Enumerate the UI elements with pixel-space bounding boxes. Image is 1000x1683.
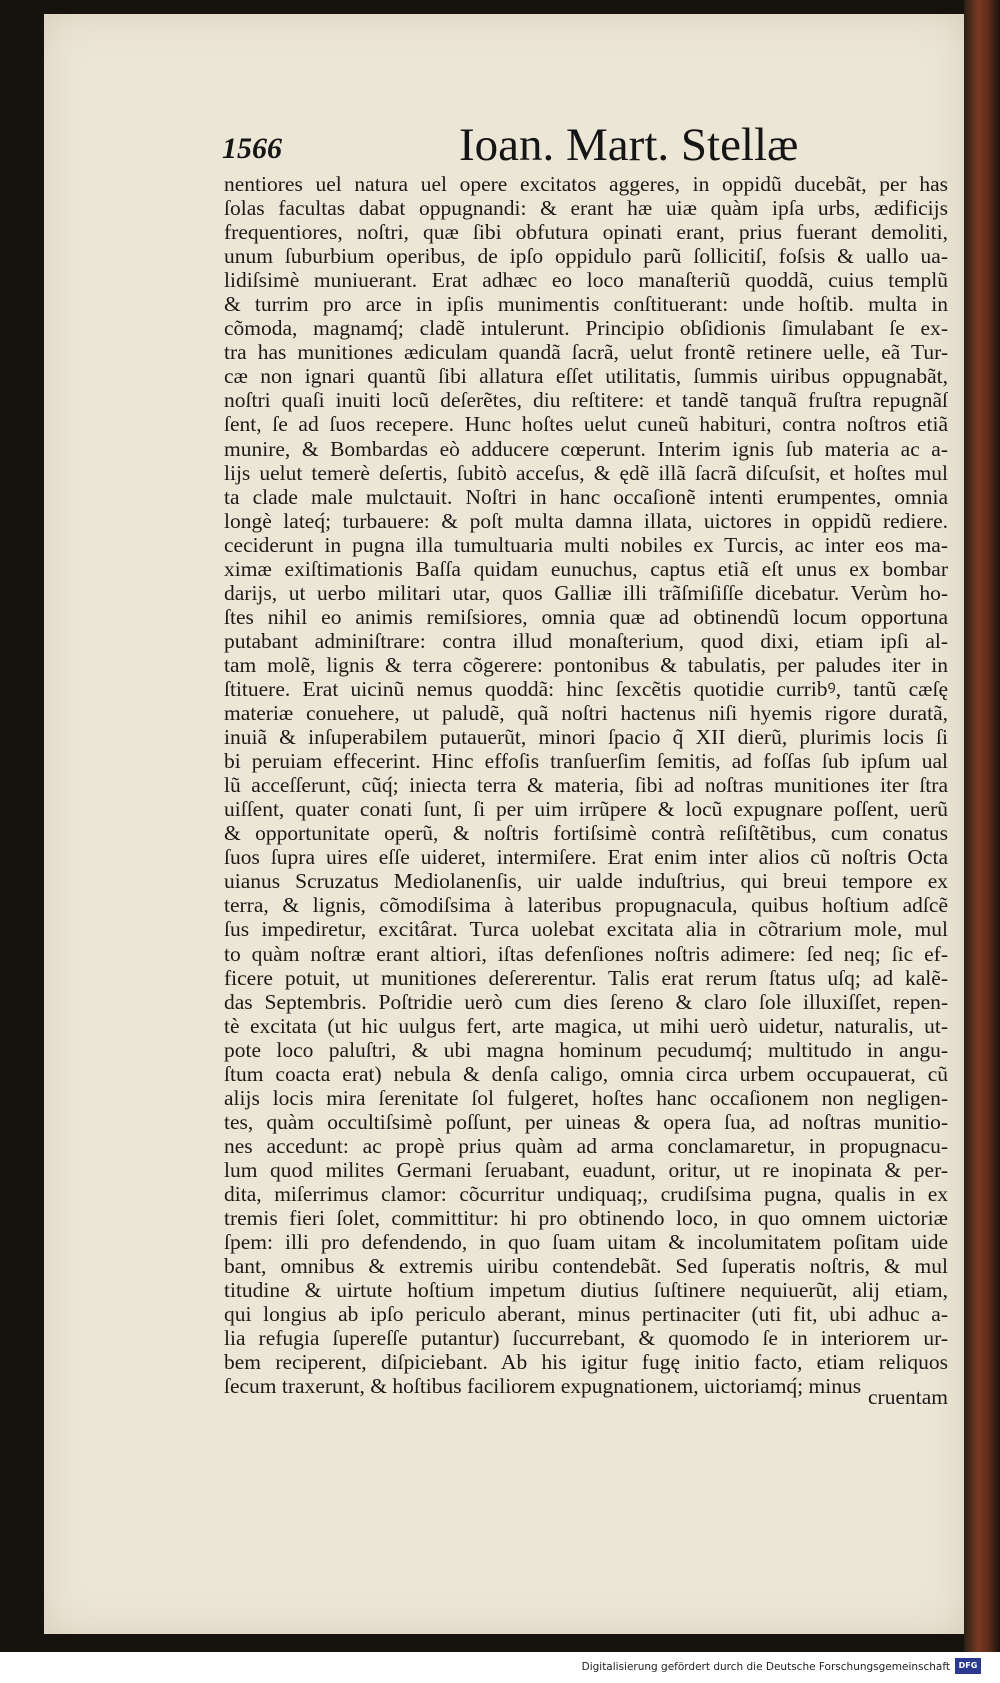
text-line: tra has munitiones ædiculam quandã ſacrã, uelut frontẽ retinere uelle, eã Tur- <box>224 340 948 365</box>
text-line: bem reciperent, diſpiciebant. Ab his igitur fugę initio facto, etiam reliquos <box>224 1350 948 1375</box>
dfg-logo: DFG <box>955 1658 981 1674</box>
text-line: to quàm noſtræ erant altiori, iſtas defenſiones noſtris adimere: ſed neq; ſic ef- <box>224 941 948 966</box>
text-line: lum quod milites Germani ſeruabant, euadunt, oritur, ut re inopinata & per- <box>224 1157 948 1182</box>
text-line: putabant adminiſtrare: contra illud monaſterium, quod dixi, etiam ipſi al- <box>224 628 948 653</box>
text-line: & turrim pro arce in ipſis munimentis conſtituerant: unde hoſtib. multa in <box>224 292 948 317</box>
text-line: bant, omnibus & extremis uiribu contendebãt. Sed ſuperatis noſtris, & mul <box>224 1254 948 1279</box>
text-line: ſus impediretur, excitârat. Turca uolebat excitata alia in cõtrarium mole, mul <box>224 917 948 942</box>
text-line: unum ſuburbium operibus, de ipſo oppidulo parũ ſollicitiſ, foſsis & uallo ua- <box>224 244 948 269</box>
text-line: tremis fieri ſolet, committitur: hi pro obtinendo loco, in quo omnem uictoriæ <box>224 1206 948 1231</box>
text-line: tam molẽ, lignis & terra cõgerere: pontonibus & tabulatis, per paludes iter in <box>224 652 948 677</box>
text-line: lia refugia ſupereſſe putantur) ſuccurrebant, & quomodo ſe in interiorem ur- <box>224 1326 948 1351</box>
text-line: longè lateq́; turbauere: & poſt multa damna illata, uictores in oppidũ rediere. <box>224 508 948 533</box>
book-edge <box>964 0 1000 1652</box>
text-line: materiæ conuehere, ut paludẽ, quã noſtri hactenus niſi hyemis rigore duratã, <box>224 701 948 726</box>
text-line: das Septembris. Poſtridie uerò cum dies ſereno & claro ſole illuxiſſet, repen- <box>224 989 948 1014</box>
text-line: nes accedunt: ac propè prius quàm ad arma conclamaretur, in propugnacu- <box>224 1133 948 1158</box>
text-line: lidiſsimè muniuerant. Erat adhæc eo loco manaſteriũ quoddã, cuius templũ <box>224 268 948 293</box>
text-line: ta clade male mulctauit. Noſtri in hanc occaſionẽ intenti erumpentes, omnia <box>224 484 948 509</box>
text-line: ximæ exiſtimationis Baſſa quidam eunuchus, captus etiã eſt unus ex bombar <box>224 556 948 581</box>
text-line: frequentiores, noſtri, quæ ſibi obfutura opinati erant, prius fuerant demoliti, <box>224 220 948 245</box>
text-line: qui longius ab ipſo periculo aberant, minus pertinaciter (uti fit, ubi adhuc a- <box>224 1302 948 1327</box>
text-line: nentiores uel natura uel opere excitatos aggeres, in oppidũ ducebãt, per has <box>224 172 948 196</box>
text-line: & opportunitate operũ, & noſtris fortiſsimè contrà reſiſtẽtibus, cum conatus <box>224 821 948 846</box>
text-line: ficere potuit, ut munitiones deſererentur. Talis erat rerum ſtatus uſq; ad kalẽ- <box>224 965 948 990</box>
text-line: inuiã & inſuperabilem putauerũt, minori ſpacio q̃ XII dierũ, plurimis locis ſi <box>224 725 948 750</box>
text-line: ſuos ſupra uires eſſe uideret, intermiſere. Erat enim inter alios cũ noſtris Octa <box>224 845 948 870</box>
text-line: munire, & Bombardas eò adducere cœperunt. Interim ignis ſub materia ac a- <box>224 436 948 461</box>
text-line: ceciderunt in pugna illa tumultuaria multi nobiles ex Turcis, ac inter eos ma- <box>224 532 948 557</box>
text-line: uianus Scruzatus Mediolanenſis, uir ualde induſtrius, qui breui tempore ex <box>224 869 948 894</box>
page-number: 1566 <box>222 132 282 165</box>
text-line: ſtes nihil eo animis remiſsiores, omnia quæ ad obtinendũ locum opportuna <box>224 604 948 629</box>
running-head: Ioan. Mart. Stellæ <box>459 119 799 171</box>
text-line: ſent, ſe ad ſuos recepere. Hunc hoſtes uelut cuneũ habituri, contra noſtros etiã <box>224 412 948 437</box>
text-line: noſtri quaſi inuiti locũ deſerẽtes, diu reſtitere: et tandẽ tanquã fruſtra repugnãſ <box>224 388 948 413</box>
text-line: bi peruiam effecerint. Hinc effoſis tranſuerſim ſemitis, ad foſſas ſub ipſum ual <box>224 749 948 774</box>
text-line: uiſſent, quater conati ſunt, ſi per uim irrũpere & locũ expugnare poſſent, uerũ <box>224 797 948 822</box>
text-line: ſtituere. Erat uicinũ nemus quoddã: hinc ſexcẽtis quotidie curribꝰ, tantũ cæſę <box>224 676 948 701</box>
text-line: lũ acceſſerunt, cũq́; iniecta terra & materia, ſibi ad noſtras munitiones iter ſtra <box>224 773 948 798</box>
text-line: lijs uelut temerè deſertis, ſubitò acceſus, & ędẽ illã ſacrã diſcuſsit, et hoſtes mul <box>224 460 948 485</box>
text-line: ſecum traxerunt, & hoſtibus faciliorem expugnationem, uictoriamq́; minus <box>224 1374 862 1399</box>
text-line: darijs, ut uerbo militari utar, quos Galliæ illi trãſmiſiſſe dicebatur. Verùm ho- <box>224 580 948 605</box>
text-line: tes, quàm occultiſsimè poſſunt, per uineas & opera ſua, ad noſtras munitio- <box>224 1109 948 1134</box>
text-line: titudine & uirtute hoſtium impetum diutius ſuſtinere nequiuerũt, alij etiam, <box>224 1278 948 1303</box>
text-line: ſolas facultas dabat oppugnandi: & erant hæ uiæ quàm ipſa urbs, ædificijs <box>224 196 948 221</box>
text-line: cõmoda, magnamq́; cladẽ intulerunt. Principio obſidionis ſimulabant ſe ex- <box>224 316 948 341</box>
catchword: cruentam <box>868 1385 948 1409</box>
text-line: alijs locis mira ſerenitate ſol fulgeret, hoſtes hanc occaſionem non negligen- <box>224 1085 948 1110</box>
funding-credit: Digitalisierung gefördert durch die Deutsche Forschungsgemeinschaft <box>581 1661 950 1673</box>
text-line: ſtum coacta erat) nebula & denſa caligo, omnia circa urbem occupauerat, cũ <box>224 1061 948 1086</box>
text-line: ſpem: illi pro defendendo, in quo ſuam uitam & incolumitatem poſitam uide <box>224 1230 948 1255</box>
text-line: terra, & lignis, cõmodiſsima à lateribus propugnacula, quibus hoſtium adſcẽ <box>224 893 948 918</box>
page-header <box>222 118 799 174</box>
text-line: pote loco paluſtri, & ubi magna hominum pecudumq́; multitudo in angu- <box>224 1037 948 1062</box>
text-line: tè excitata (ut hic uulgus fert, arte magica, ut mihi uerò uidetur, naturalis, ut- <box>224 1013 948 1038</box>
text-line: dita, miſerrimus clamor: cõcurritur undiquaq;, crudiſsima pugna, qualis in ex <box>224 1181 948 1206</box>
text-line: cæ non ignari quantũ ſibi allatura eſſet utilitatis, ſummis uiribus oppugnabãt, <box>224 364 948 389</box>
